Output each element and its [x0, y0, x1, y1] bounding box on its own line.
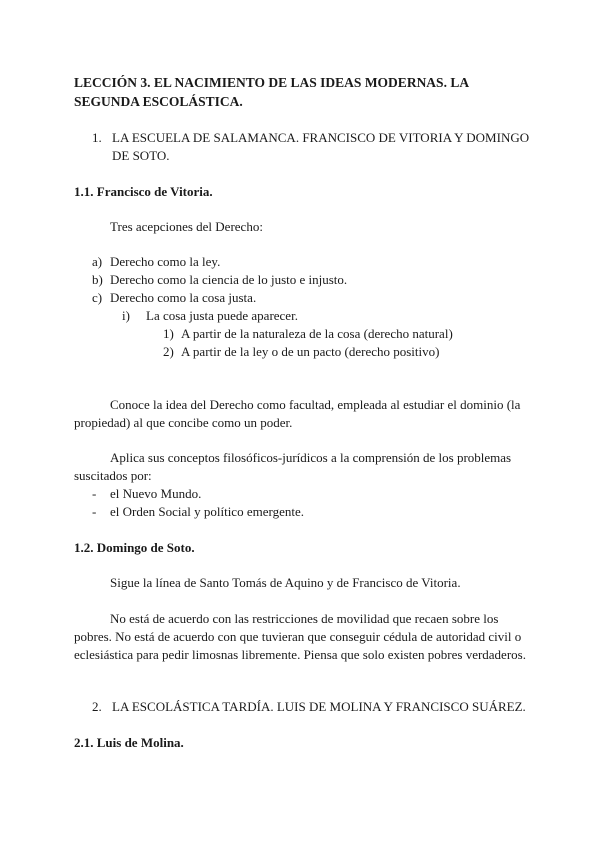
dash-item-2-text: el Orden Social y político emergente. [110, 504, 304, 519]
soto-paragraph-2: No está de acuerdo con las restricciones de movilidad que recaen sobre los pobres. No está de acuerdo con que tuvieran que conseguir cédula de autoridad civil o eclesiástica para pedir limosnas libremente. Piensa que solo existen pobres verdaderos. [74, 611, 526, 662]
subitem-i-text: La cosa justa puede aparecer. [146, 308, 298, 323]
subsub-1-text: A partir de la naturaleza de la cosa (derecho natural) [181, 326, 453, 341]
acepcion-c-text: Derecho como la cosa justa. [110, 290, 257, 305]
subsection-1-2-heading: 1.2. Domingo de Soto. [74, 540, 195, 555]
subsub-1-marker: 1) [163, 326, 174, 341]
subitem-i-marker: i) [122, 308, 130, 323]
acepcion-a [92, 253, 220, 271]
subsub-2-text: A partir de la ley o de un pacto (derecho positivo) [181, 344, 440, 359]
acepcion-a-text: Derecho como la ley. [110, 254, 221, 269]
vitoria-paragraph-1: Conoce la idea del Derecho como facultad, empleada al estudiar el dominio (la propiedad) al que concibe como un poder. [74, 397, 521, 430]
section-2-text: LA ESCOLÁSTICA TARDÍA. LUIS DE MOLINA Y FRANCISCO SUÁREZ. [112, 699, 526, 714]
dash-item-1-marker: - [92, 486, 97, 501]
soto-paragraph-1: Sigue la línea de Santo Tomás de Aquino y de Francisco de Vitoria. [110, 575, 461, 590]
section-1 [92, 129, 532, 165]
lesson-title: LECCIÓN 3. EL NACIMIENTO DE LAS IDEAS MODERNAS. LA SEGUNDA ESCOLÁSTICA. [74, 75, 469, 109]
dash-item-1-text: el Nuevo Mundo. [110, 486, 202, 501]
subsub-2 [163, 343, 439, 361]
section-2-number: 2. [92, 699, 102, 714]
dash-item-2 [92, 503, 304, 521]
vitoria-paragraph-2: Aplica sus conceptos filosóficos-jurídicos a la comprensión de los problemas suscitados por: [74, 450, 512, 483]
section-1-text: LA ESCUELA DE SALAMANCA. FRANCISCO DE VITORIA Y DOMINGO DE SOTO. [112, 130, 530, 163]
subsection-2-1-heading: 2.1. Luis de Molina. [74, 735, 184, 750]
section-2 [92, 698, 532, 716]
acepcion-c-marker: c) [92, 290, 103, 305]
acepcion-c [92, 289, 256, 307]
dash-item-1 [92, 485, 201, 503]
section-1-number: 1. [92, 130, 102, 145]
dash-item-2-marker: - [92, 504, 97, 519]
acepcion-a-marker: a) [92, 254, 103, 269]
subsub-1 [163, 325, 453, 343]
subitem-i [122, 307, 298, 325]
subsection-1-1-heading: 1.1. Francisco de Vitoria. [74, 184, 213, 199]
acepcion-b-text: Derecho como la ciencia de lo justo e injusto. [110, 272, 348, 287]
acepcion-b [92, 271, 347, 289]
subsub-2-marker: 2) [163, 344, 174, 359]
acepciones-intro: Tres acepciones del Derecho: [110, 219, 263, 234]
acepcion-b-marker: b) [92, 272, 103, 287]
